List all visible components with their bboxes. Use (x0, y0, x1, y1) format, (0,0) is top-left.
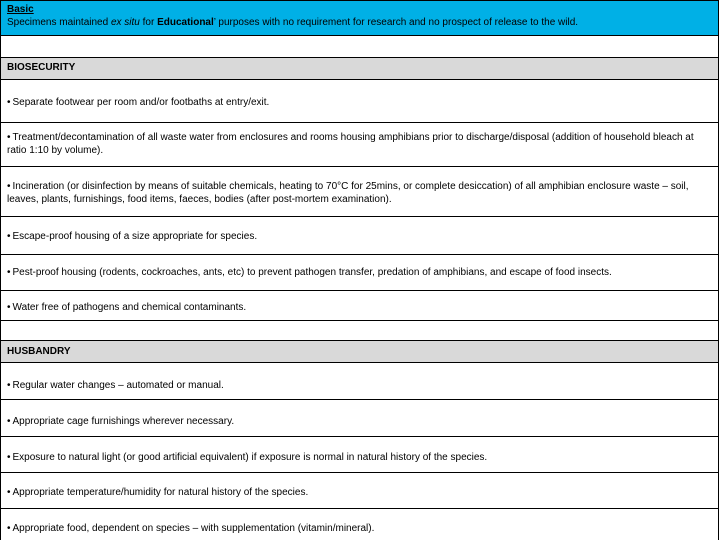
husbandry-item: • Appropriate temperature/humidity for natural history of the species. (7, 486, 710, 499)
spacer-row (0, 321, 719, 341)
biosecurity-item: • Pest-proof housing (rodents, cockroaches, ants, etc) to prevent pathogen transfer, predation of amphibians, and escape of food insects. (7, 266, 710, 279)
husbandry-heading: HUSBANDRY (7, 346, 71, 357)
biosecurity-item: • Incineration (or disinfection by means of suitable chemicals, heating to 70°C for 25mins, or complete desiccation) of all amphibian enclosure waste – soil, leaves, plants, furnishings, food items, faeces, bodies (after post-mortem examination). (7, 180, 710, 206)
husbandry-item: • Appropriate cage furnishings wherever necessary. (7, 415, 710, 428)
husbandry-item: • Regular water changes – automated or manual. (7, 379, 710, 392)
header-desc-italic: ex situ (110, 17, 140, 28)
husbandry-item-row (0, 400, 719, 437)
header-desc-mid: for (139, 17, 158, 28)
biosecurity-item-row (0, 255, 719, 291)
biosecurity-heading: BIOSECURITY (7, 62, 76, 73)
biosecurity-item: • Water free of pathogens and chemical contaminants. (7, 301, 710, 314)
husbandry-item-row (0, 363, 719, 400)
biosecurity-item: • Separate footwear per room and/or footbaths at entry/exit. (7, 96, 710, 109)
husbandry-item-row (0, 437, 719, 473)
header-desc-bold: Educational (157, 17, 214, 28)
header-description (7, 16, 710, 29)
header-title: Basic (7, 4, 34, 15)
husbandry-heading-row (0, 341, 719, 363)
husbandry-item: • Exposure to natural light (or good artificial equivalent) if exposure is normal in natural history of the species. (7, 451, 710, 464)
biosecurity-item-row (0, 217, 719, 255)
spacer-row (0, 36, 719, 58)
biosecurity-item: • Escape-proof housing of a size appropriate for species. (7, 230, 710, 243)
husbandry-item-row (0, 473, 719, 509)
husbandry-item-row (0, 509, 719, 540)
husbandry-item: • Appropriate food, dependent on species – with supplementation (vitamin/mineral). (7, 522, 710, 535)
biosecurity-heading-row (0, 58, 719, 80)
header-desc-post: ’ purposes with no requirement for research and no prospect of release to the wild. (213, 17, 579, 28)
biosecurity-item-row (0, 167, 719, 217)
header-row (0, 0, 719, 36)
biosecurity-item-row (0, 291, 719, 321)
biosecurity-item: • Treatment/decontamination of all waste water from enclosures and rooms housing amphibians prior to discharge/disposal (addition of household bleach at ratio 1:10 by volume). (7, 131, 710, 157)
header-desc-pre: Specimens maintained (7, 17, 111, 28)
biosecurity-item-row (0, 80, 719, 123)
biosecurity-item-row (0, 123, 719, 167)
